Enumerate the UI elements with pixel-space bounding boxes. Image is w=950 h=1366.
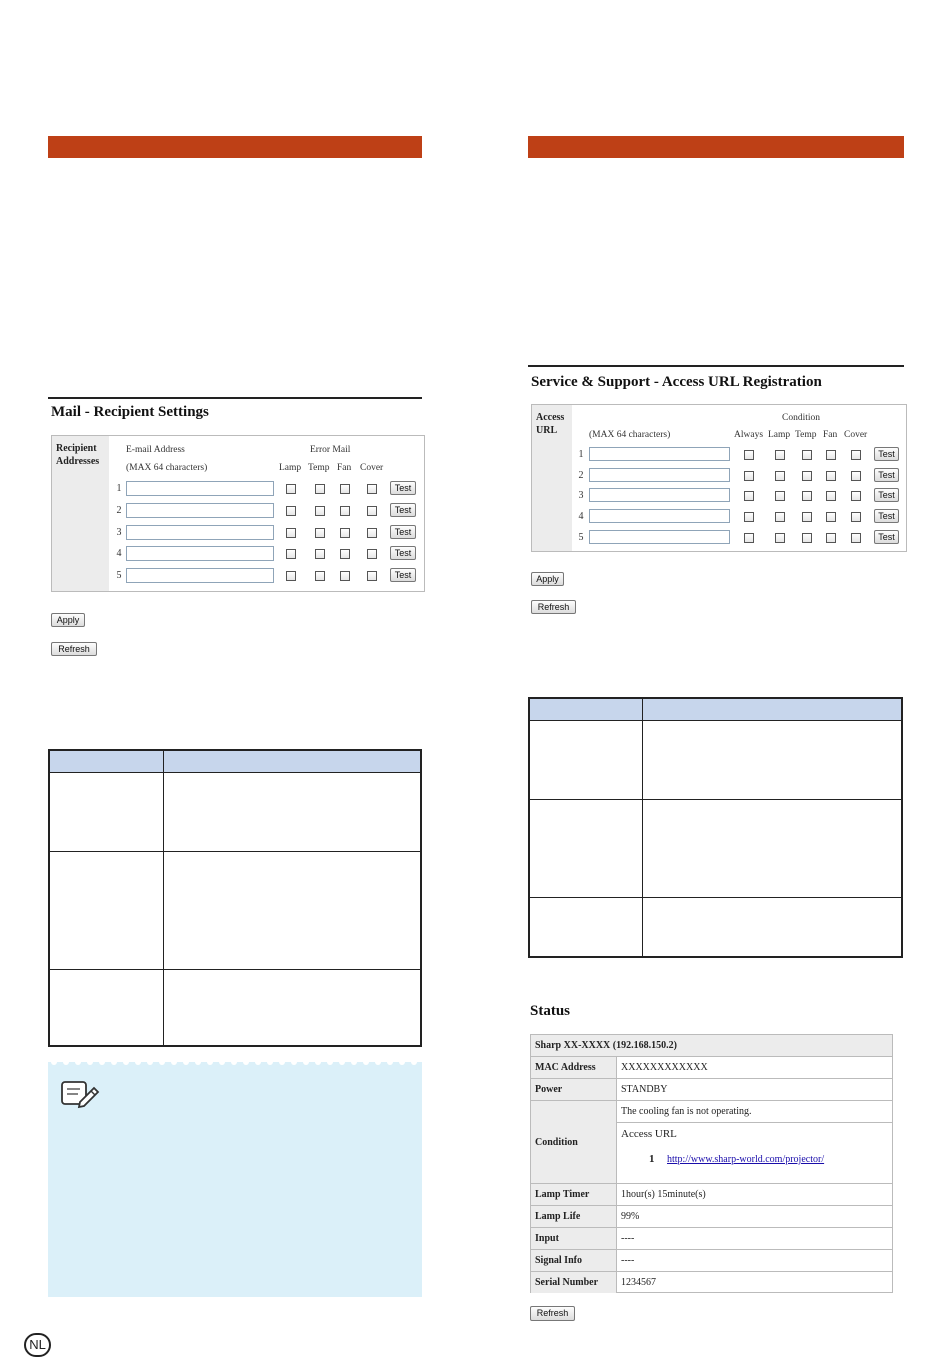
check-header-fan: Fan bbox=[337, 463, 352, 473]
power-label: Power bbox=[531, 1079, 617, 1100]
status-row-power bbox=[531, 1079, 892, 1101]
table-row-divider bbox=[50, 851, 420, 852]
status-row-signal bbox=[531, 1250, 892, 1272]
fan-checkbox-1[interactable] bbox=[826, 450, 836, 460]
status-row-serial bbox=[531, 1272, 892, 1293]
fan-checkbox-5[interactable] bbox=[826, 533, 836, 543]
input-value: ---- bbox=[621, 1233, 635, 1244]
lamp-timer-label: Lamp Timer bbox=[531, 1184, 617, 1205]
status-header-row bbox=[531, 1035, 892, 1057]
fan-checkbox-2[interactable] bbox=[826, 471, 836, 481]
always-checkbox-5[interactable] bbox=[744, 533, 754, 543]
recipient-row-number: 1 bbox=[116, 483, 122, 494]
lamp-life-value: 99% bbox=[621, 1211, 640, 1222]
signal-info-value: ---- bbox=[621, 1255, 635, 1266]
condition-header: Condition bbox=[782, 413, 821, 423]
url-row-number: 4 bbox=[578, 511, 584, 522]
test-button-3[interactable]: Test bbox=[390, 525, 416, 539]
table-row-divider bbox=[530, 799, 901, 800]
power-value: STANDBY bbox=[621, 1084, 668, 1095]
cover-checkbox-5[interactable] bbox=[851, 533, 861, 543]
cover-checkbox-3[interactable] bbox=[367, 528, 377, 538]
cover-checkbox-2[interactable] bbox=[851, 471, 861, 481]
service-panel-title: Service & Support - Access URL Registration bbox=[531, 374, 822, 390]
max-chars-header: (MAX 64 characters) bbox=[589, 430, 671, 440]
access-url-form bbox=[531, 404, 907, 552]
recipient-email-input-5[interactable] bbox=[126, 568, 274, 583]
lamp-life-label: Lamp Life bbox=[531, 1206, 617, 1227]
mail-refresh-button[interactable]: Refresh bbox=[51, 642, 97, 656]
cover-checkbox-4[interactable] bbox=[367, 549, 377, 559]
recipient-addresses-label: Recipient Addresses bbox=[52, 436, 109, 591]
status-refresh-button[interactable]: Refresh bbox=[530, 1306, 575, 1321]
cover-checkbox-4[interactable] bbox=[851, 512, 861, 522]
always-checkbox-1[interactable] bbox=[744, 450, 754, 460]
email-address-header: E-mail Address bbox=[126, 445, 185, 455]
check-header-always: Always bbox=[734, 430, 764, 440]
always-checkbox-4[interactable] bbox=[744, 512, 754, 522]
table-header-row bbox=[50, 751, 420, 773]
section-header-bar-left bbox=[48, 136, 422, 158]
test-button-2[interactable]: Test bbox=[390, 503, 416, 517]
service-apply-button[interactable]: Apply bbox=[531, 572, 564, 586]
check-header-cover: Cover bbox=[360, 463, 384, 473]
fan-checkbox-3[interactable] bbox=[826, 491, 836, 501]
test-button-4[interactable]: Test bbox=[390, 546, 416, 560]
status-row-input bbox=[531, 1228, 892, 1250]
fan-checkbox-3[interactable] bbox=[340, 528, 350, 538]
section-header-bar-right bbox=[528, 136, 904, 158]
temp-checkbox-5[interactable] bbox=[315, 571, 325, 581]
test-button-1[interactable]: Test bbox=[390, 481, 416, 495]
lamp-checkbox-5[interactable] bbox=[775, 533, 785, 543]
lamp-checkbox-1[interactable] bbox=[775, 450, 785, 460]
recipient-row-number: 3 bbox=[116, 527, 122, 538]
signal-info-label: Signal Info bbox=[531, 1250, 617, 1271]
lamp-timer-value: 1hour(s) 15minute(s) bbox=[621, 1189, 706, 1200]
check-header-temp: Temp bbox=[308, 463, 330, 473]
condition-divider bbox=[617, 1122, 892, 1123]
url-row-number: 2 bbox=[578, 470, 584, 481]
url-test-button-1[interactable]: Test bbox=[874, 447, 899, 461]
always-checkbox-2[interactable] bbox=[744, 471, 754, 481]
url-row-number: 3 bbox=[578, 490, 584, 501]
left-reference-table bbox=[48, 749, 422, 1047]
access-url-input-2[interactable] bbox=[589, 468, 730, 482]
recipient-row-number: 2 bbox=[116, 505, 122, 516]
service-panel-rule bbox=[528, 365, 904, 367]
lamp-checkbox-1[interactable] bbox=[286, 484, 296, 494]
temp-checkbox-1[interactable] bbox=[802, 450, 812, 460]
status-table bbox=[530, 1034, 893, 1293]
mail-panel-rule bbox=[48, 397, 422, 399]
max-chars-header: (MAX 64 characters) bbox=[126, 463, 208, 473]
temp-checkbox-5[interactable] bbox=[802, 533, 812, 543]
status-row-lamp-timer bbox=[531, 1184, 892, 1206]
temp-checkbox-2[interactable] bbox=[315, 506, 325, 516]
check-header-lamp: Lamp bbox=[279, 463, 302, 473]
recipient-row-number: 4 bbox=[116, 548, 122, 559]
check-header-cover: Cover bbox=[844, 430, 868, 440]
check-header-fan: Fan bbox=[823, 430, 838, 440]
note-scalloped-edge bbox=[48, 1058, 422, 1066]
table-row-divider bbox=[50, 969, 420, 970]
status-title: Status bbox=[530, 1003, 571, 1019]
temp-checkbox-1[interactable] bbox=[315, 484, 325, 494]
access-url-input-1[interactable] bbox=[589, 447, 730, 461]
url-test-button-3[interactable]: Test bbox=[874, 488, 899, 502]
url-test-button-4[interactable]: Test bbox=[874, 509, 899, 523]
temp-checkbox-4[interactable] bbox=[802, 512, 812, 522]
url-row-number: 1 bbox=[578, 449, 584, 460]
status-device-header: Sharp XX-XXXX (192.168.150.2) bbox=[535, 1040, 677, 1051]
temp-checkbox-4[interactable] bbox=[315, 549, 325, 559]
fan-checkbox-4[interactable] bbox=[826, 512, 836, 522]
lamp-checkbox-2[interactable] bbox=[775, 471, 785, 481]
language-badge: NL bbox=[24, 1333, 51, 1357]
lamp-checkbox-3[interactable] bbox=[286, 528, 296, 538]
table-row-divider bbox=[530, 897, 901, 898]
lamp-checkbox-2[interactable] bbox=[286, 506, 296, 516]
mail-recipient-form bbox=[51, 435, 425, 592]
fan-checkbox-4[interactable] bbox=[340, 549, 350, 559]
test-button-5[interactable]: Test bbox=[390, 568, 416, 582]
input-label: Input bbox=[531, 1228, 617, 1249]
mac-address-label: MAC Address bbox=[531, 1057, 617, 1078]
access-url-index: 1 bbox=[649, 1153, 655, 1165]
url-row-number: 5 bbox=[578, 532, 584, 543]
condition-label: Condition bbox=[531, 1101, 617, 1183]
status-row-mac bbox=[531, 1057, 892, 1079]
cover-checkbox-1[interactable] bbox=[367, 484, 377, 494]
table-header-row bbox=[530, 699, 901, 721]
access-url-input-4[interactable] bbox=[589, 509, 730, 523]
cover-checkbox-1[interactable] bbox=[851, 450, 861, 460]
status-row-lamp-life bbox=[531, 1206, 892, 1228]
condition-value: The cooling fan is not operating. bbox=[621, 1106, 752, 1117]
always-checkbox-3[interactable] bbox=[744, 491, 754, 501]
access-url-input-5[interactable] bbox=[589, 530, 730, 544]
url-test-button-5[interactable]: Test bbox=[874, 530, 899, 544]
service-refresh-button[interactable]: Refresh bbox=[531, 600, 576, 614]
mail-apply-button[interactable]: Apply bbox=[51, 613, 85, 627]
temp-checkbox-2[interactable] bbox=[802, 471, 812, 481]
access-url-link[interactable]: http://www.sharp-world.com/projector/ bbox=[667, 1154, 825, 1165]
access-url-input-3[interactable] bbox=[589, 488, 730, 502]
recipient-row-number: 5 bbox=[116, 570, 122, 581]
access-url-status-label: Access URL bbox=[621, 1128, 677, 1140]
mail-panel-title: Mail - Recipient Settings bbox=[51, 404, 209, 420]
recipient-email-input-1[interactable] bbox=[126, 481, 274, 496]
temp-checkbox-3[interactable] bbox=[315, 528, 325, 538]
note-box bbox=[48, 1062, 422, 1297]
access-url-label: Access URL bbox=[532, 405, 572, 551]
error-mail-header: Error Mail bbox=[310, 445, 351, 455]
cover-checkbox-3[interactable] bbox=[851, 491, 861, 501]
table-column-divider bbox=[163, 751, 164, 1045]
temp-checkbox-3[interactable] bbox=[802, 491, 812, 501]
check-header-temp: Temp bbox=[795, 430, 817, 440]
mac-address-value: XXXXXXXXXXXX bbox=[621, 1062, 708, 1073]
serial-number-label: Serial Number bbox=[531, 1272, 617, 1293]
status-row-condition bbox=[531, 1101, 892, 1184]
lamp-checkbox-5[interactable] bbox=[286, 571, 296, 581]
recipient-email-input-2[interactable] bbox=[126, 503, 274, 518]
lamp-checkbox-4[interactable] bbox=[286, 549, 296, 559]
cover-checkbox-2[interactable] bbox=[367, 506, 377, 516]
table-column-divider bbox=[642, 699, 643, 956]
note-pencil-icon bbox=[56, 1076, 100, 1110]
lamp-checkbox-3[interactable] bbox=[775, 491, 785, 501]
check-header-lamp: Lamp bbox=[768, 430, 791, 440]
fan-checkbox-2[interactable] bbox=[340, 506, 350, 516]
recipient-email-input-3[interactable] bbox=[126, 525, 274, 540]
right-reference-table bbox=[528, 697, 903, 958]
lamp-checkbox-4[interactable] bbox=[775, 512, 785, 522]
fan-checkbox-5[interactable] bbox=[340, 571, 350, 581]
recipient-email-input-4[interactable] bbox=[126, 546, 274, 561]
fan-checkbox-1[interactable] bbox=[340, 484, 350, 494]
cover-checkbox-5[interactable] bbox=[367, 571, 377, 581]
serial-number-value: 1234567 bbox=[621, 1277, 656, 1288]
url-test-button-2[interactable]: Test bbox=[874, 468, 899, 482]
